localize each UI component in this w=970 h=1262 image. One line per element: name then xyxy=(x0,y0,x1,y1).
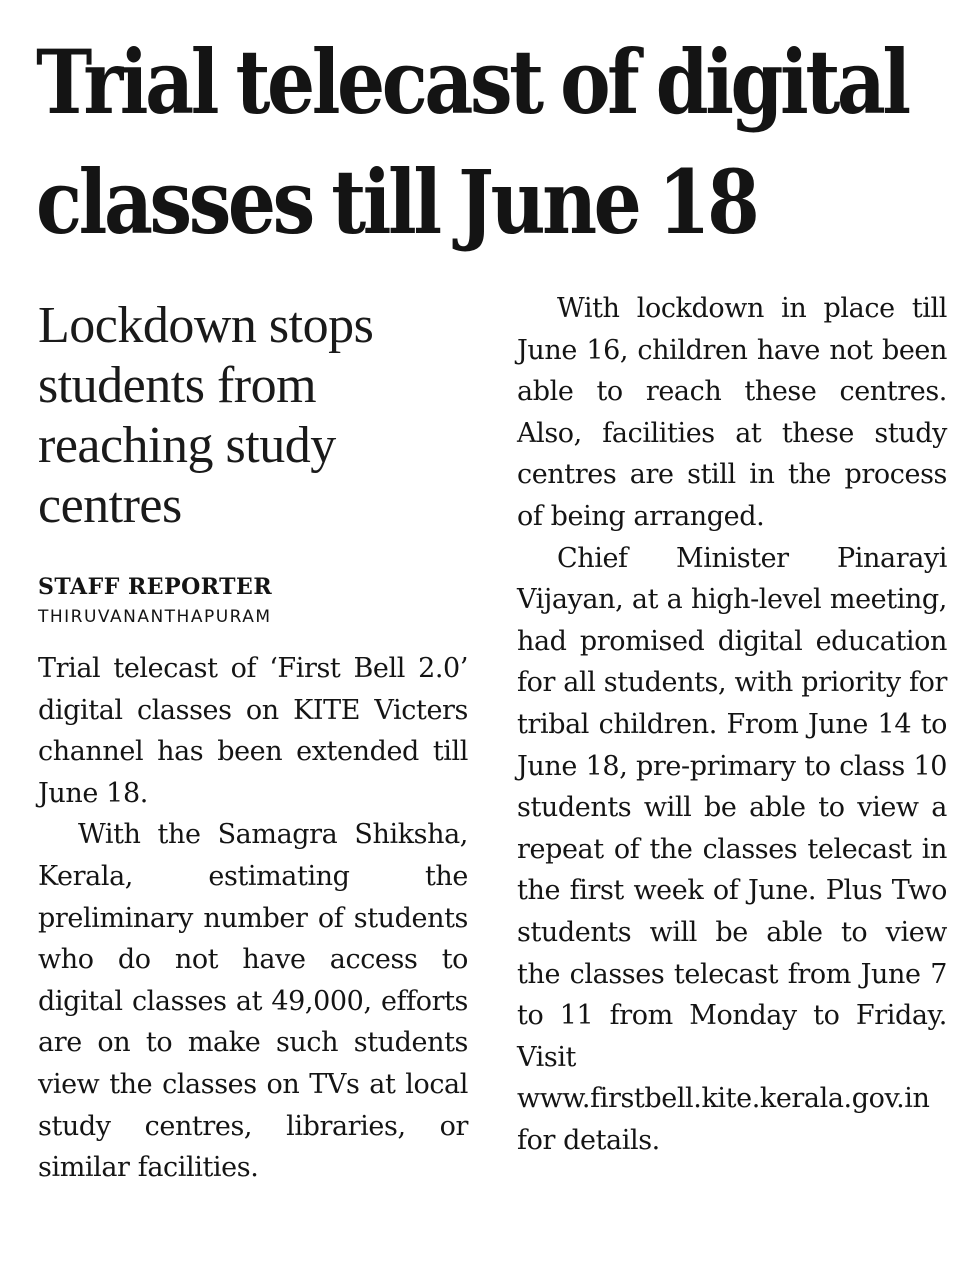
paragraph-4: Chief Minister Pinarayi Vijayan, at a high-level meeting, had promised digital education for all students, with priority for tribal children. From June 14 to June 18, pre-primary to class 10 students will be able to view a repeat of the classes telecast in the first week of June. Plus Two students will be able to view the classes telecast from June 7 to 11 from Monday to Friday. Visit www.firstbell.kite.kerala.gov.in for details. xyxy=(517,542,947,1156)
paragraph-1: Trial telecast of ‘First Bell 2.0’ digital classes on KITE Victers channel has been extended till June 18. xyxy=(38,653,468,809)
paragraph-3: With lockdown in place till June 16, children have not been able to reach these centres. Also, facilities at these study centres are still in the process of being arranged. xyxy=(517,293,947,532)
byline: STAFF REPORTER xyxy=(38,574,273,600)
left-column xyxy=(38,296,468,1189)
headline xyxy=(36,22,908,262)
subheadline: Lockdown stops students from reaching study centres xyxy=(38,297,374,534)
paragraph-2: With the Samagra Shiksha, Kerala, estimating the preliminary number of students who do not have access to digital classes at 49,000, efforts are on to make such students view the classes on TVs at local study centres, libraries, or similar facilities. xyxy=(38,819,468,1184)
headline-line-2: classes till June 18 xyxy=(36,150,757,254)
headline-line-1: Trial telecast of digital xyxy=(36,30,908,134)
right-column xyxy=(517,288,947,1161)
dateline: THIRUVANANTHAPURAM xyxy=(38,607,272,627)
